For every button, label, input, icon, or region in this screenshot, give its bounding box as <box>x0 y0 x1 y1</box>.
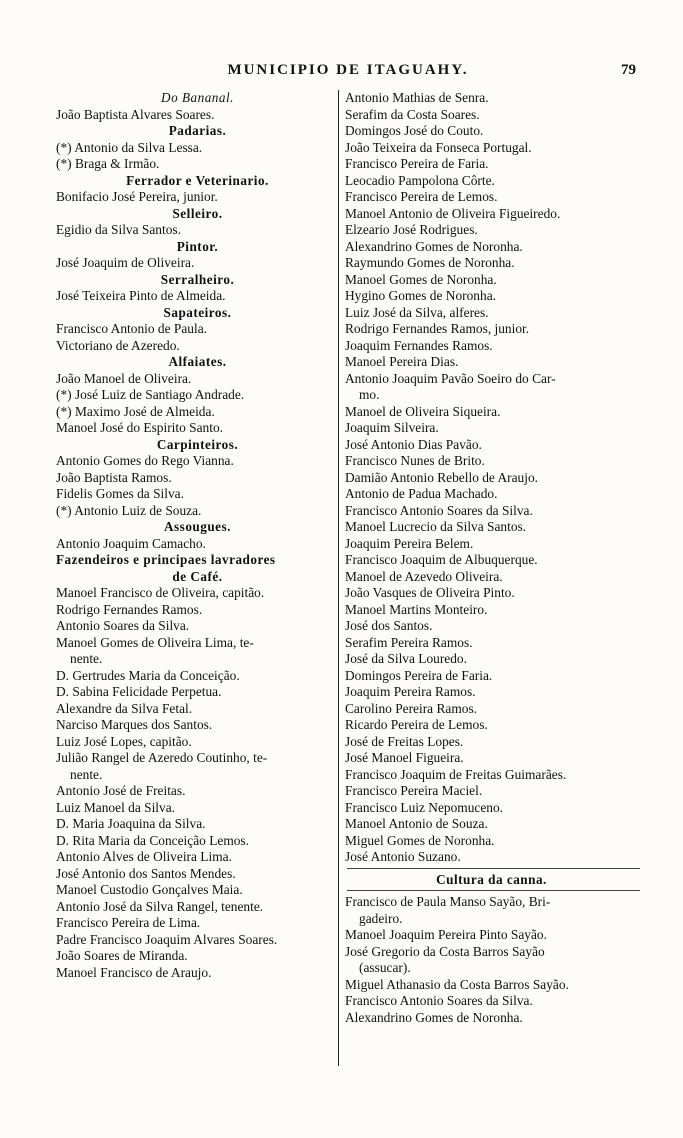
list-item: Rodrigo Fernandes Ramos. <box>56 601 203 617</box>
list-item: Fidelis Gomes da Silva. <box>56 486 184 501</box>
list-item: Manoel Lucrecio da Silva Santos. <box>345 519 527 534</box>
list-item: Hygino Gomes de Noronha. <box>345 288 496 303</box>
list-item: Manoel Martins Monteiro. <box>345 601 488 617</box>
list-item: mo. <box>359 387 380 402</box>
list-item: (assucar). <box>359 960 411 975</box>
list-item: nente. <box>70 766 103 782</box>
list-item: Alexandrino Gomes de Noronha. <box>345 238 523 254</box>
list-item: Antonio de Padua Machado. <box>345 486 498 501</box>
list-item: Elzeario José Rodrigues. <box>345 222 478 237</box>
list-item: D. Gertrudes Maria da Conceição. <box>56 667 240 683</box>
list-item: Francisco Pereira de Lemos. <box>345 189 498 204</box>
list-item: Francisco Joaquim de Albuquerque. <box>345 552 538 567</box>
list-item: Serafim da Costa Soares. <box>345 106 480 122</box>
list-item: João Teixeira da Fonseca Portugal. <box>345 139 532 155</box>
list-item: Victoriano de Azeredo. <box>56 337 180 353</box>
list-item: Luiz Manoel da Silva. <box>56 799 175 815</box>
section-heading: Sapateiros. <box>163 304 232 320</box>
list-item: Egidio da Silva Santos. <box>56 222 181 237</box>
list-item: Francisco Pereira de Lima. <box>56 915 201 930</box>
list-item: Rodrigo Fernandes Ramos, junior. <box>345 321 530 336</box>
list-item: Alexandrino Gomes de Noronha. <box>345 1009 523 1025</box>
list-item: Francisco Luiz Nepomuceno. <box>345 799 504 815</box>
list-item: Bonifacio José Pereira, junior. <box>56 189 218 204</box>
page-header <box>60 62 636 84</box>
list-item: (*) Braga & Irmão. <box>56 156 160 171</box>
list-item: Julião Rangel de Azeredo Coutinho, te- <box>56 750 268 765</box>
list-item: Joaquim Pereira Belem. <box>345 535 474 551</box>
list-item: Antonio Soares da Silva. <box>56 618 190 633</box>
right-column <box>345 90 638 1026</box>
list-item: Miguel Athanasio da Costa Barros Sayão. <box>345 976 569 992</box>
list-item: Manoel Custodio Gonçalves Maia. <box>56 882 243 897</box>
list-item: Manoel Francisco de Araujo. <box>56 964 212 980</box>
list-item: José Antonio Suzano. <box>345 849 461 864</box>
list-item: José Teixeira Pinto de Almeida. <box>56 288 226 303</box>
list-item: João Vasques de Oliveira Pinto. <box>345 585 515 600</box>
list-item: Francisco Antonio de Paula. <box>56 321 207 336</box>
list-item: Ricardo Pereira de Lemos. <box>345 717 488 732</box>
list-item: José de Freitas Lopes. <box>345 733 464 749</box>
list-item: D. Rita Maria da Conceição Lemos. <box>56 832 249 848</box>
list-item: Raymundo Gomes de Noronha. <box>345 255 515 270</box>
list-item: Domingos Pereira de Faria. <box>345 667 493 683</box>
list-item: Manoel Pereira Dias. <box>345 354 459 369</box>
section-heading: de Café. <box>172 568 223 584</box>
list-item: Francisco de Paula Manso Sayão, Bri- <box>345 894 551 909</box>
column-divider <box>338 90 339 1066</box>
list-item: D. Sabina Felicidade Perpetua. <box>56 684 222 699</box>
list-item: João Baptista Alvares Soares. <box>56 106 215 122</box>
section-heading: Cultura da canna. <box>436 871 547 887</box>
list-item: Francisco Antonio Soares da Silva. <box>345 502 533 518</box>
list-item: Luiz José da Silva, alferes. <box>345 304 489 320</box>
list-item: José Gregorio da Costa Barros Sayão <box>345 943 545 959</box>
list-item: Antonio Alves de Oliveira Lima. <box>56 849 232 864</box>
left-column <box>56 90 339 981</box>
list-item: José da Silva Louredo. <box>345 651 467 666</box>
section-heading: Selleiro. <box>172 205 223 221</box>
list-item: Manoel Joaquim Pereira Pinto Sayão. <box>345 927 547 942</box>
list-item: Joaquim Silveira. <box>345 420 439 435</box>
list-item: D. Maria Joaquina da Silva. <box>56 816 206 831</box>
list-item: Miguel Gomes de Noronha. <box>345 832 495 848</box>
list-item: Padre Francisco Joaquim Alvares Soares. <box>56 931 278 947</box>
list-item: Antonio Joaquim Pavão Soeiro do Car- <box>345 370 556 386</box>
section-heading: Ferrador e Veterinario. <box>126 172 269 188</box>
list-item: Manoel José do Espirito Santo. <box>56 420 223 435</box>
list-item: Leocadio Pampolona Côrte. <box>345 172 495 188</box>
list-item: Francisco Nunes de Brito. <box>345 453 485 468</box>
section-rule <box>347 890 640 891</box>
list-item: Francisco Pereira de Faria. <box>345 156 489 171</box>
list-item: João Baptista Ramos. <box>56 469 172 485</box>
list-item: Joaquim Pereira Ramos. <box>345 684 476 699</box>
list-item: Francisco Joaquim de Freitas Guimarães. <box>345 766 567 782</box>
list-item: Carolino Pereira Ramos. <box>345 700 478 716</box>
list-item: nente. <box>70 651 103 666</box>
section-heading: Carpinteiros. <box>156 436 239 452</box>
list-item: José Antonio Dias Pavão. <box>345 436 482 452</box>
list-item: Manoel Antonio de Souza. <box>345 816 488 831</box>
section-heading: Pintor. <box>176 238 219 254</box>
page-title: MUNICIPIO DE ITAGUAHY. <box>227 62 469 78</box>
list-item: Manoel Francisco de Oliveira, capitão. <box>56 585 265 600</box>
list-item: Damião Antonio Rebello de Araujo. <box>345 469 539 485</box>
section-heading: Fazendeiros e principaes lavradores <box>56 552 276 567</box>
list-item: Manoel Gomes de Oliveira Lima, te- <box>56 634 254 650</box>
list-item: João Soares de Miranda. <box>56 948 188 963</box>
list-item: Alexandre da Silva Fetal. <box>56 700 193 716</box>
list-item: Antonio José da Silva Rangel, tenente. <box>56 898 264 914</box>
section-heading: Assougues. <box>164 519 231 534</box>
list-item: Manoel de Azevedo Oliveira. <box>345 568 503 584</box>
list-item: Serafim Pereira Ramos. <box>345 634 473 650</box>
list-item: José Joaquim de Oliveira. <box>56 255 195 270</box>
list-item: (*) Antonio Luiz de Souza. <box>56 502 202 518</box>
list-item: João Manoel de Oliveira. <box>56 370 192 386</box>
section-heading: Do Bananal. <box>161 90 234 105</box>
list-item: José Antonio dos Santos Mendes. <box>56 865 236 881</box>
list-item: Francisco Antonio Soares da Silva. <box>345 993 533 1008</box>
list-item: Antonio Gomes do Rego Vianna. <box>56 453 234 468</box>
list-item: Manoel de Oliveira Siqueira. <box>345 403 501 419</box>
list-item: (*) Maximo José de Almeida. <box>56 403 215 419</box>
list-item: Narciso Marques dos Santos. <box>56 717 213 732</box>
list-item: Manoel Gomes de Noronha. <box>345 271 497 287</box>
list-item: José dos Santos. <box>345 618 433 633</box>
section-heading: Padarias. <box>168 123 227 138</box>
list-item: Antonio Joaquim Camacho. <box>56 535 206 551</box>
list-item: José Manoel Figueira. <box>345 750 464 765</box>
list-item: Manoel Antonio de Oliveira Figueiredo. <box>345 205 561 221</box>
list-item: (*) Antonio da Silva Lessa. <box>56 139 203 155</box>
list-item: (*) José Luiz de Santiago Andrade. <box>56 387 245 402</box>
list-item: Francisco Pereira Maciel. <box>345 783 483 798</box>
section-rule <box>347 868 640 869</box>
list-item: Domingos José do Couto. <box>345 123 484 138</box>
list-item: Joaquim Fernandes Ramos. <box>345 337 493 353</box>
list-item: Luiz José Lopes, capitão. <box>56 733 192 749</box>
list-item: Antonio José de Freitas. <box>56 783 186 798</box>
page-number: 79 <box>621 62 636 78</box>
section-heading: Alfaiates. <box>168 354 227 369</box>
section-heading: Serralheiro. <box>160 271 235 287</box>
list-item: gadeiro. <box>359 910 403 926</box>
list-item: Antonio Mathias de Senra. <box>345 90 489 105</box>
